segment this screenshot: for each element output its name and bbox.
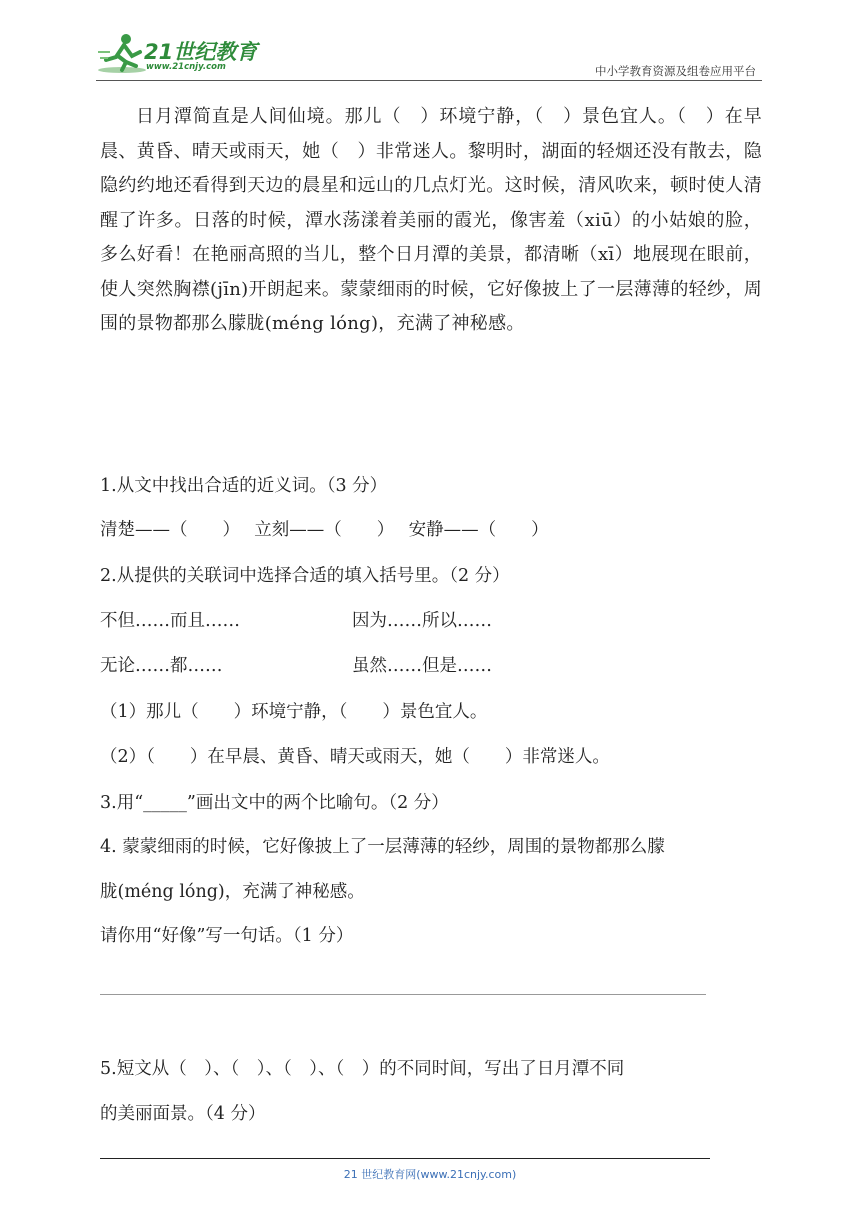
question-4-line-1: 4. 蒙蒙细雨的时候，它好像披上了一层薄薄的轻纱，周围的景物都那么朦: [100, 837, 665, 857]
answer-line[interactable]: [100, 994, 706, 995]
conjunction-options-row-2: [100, 652, 492, 677]
question-5-line-1: 5.短文从（ ）、（ ）、（ ）、（ ）的不同时间，写出了日月潭不同: [100, 1059, 625, 1079]
question-4-line-2: 胧(méng lóng)，充满了神秘感。: [100, 882, 365, 902]
logo: [96, 30, 276, 80]
question-4-prompt: 请你用“好像”写一句话。（1 分）: [100, 926, 354, 946]
page-footer: 21 世纪教育网(www.21cnjy.com): [343, 1168, 517, 1181]
question-1: 1.从文中找出合适的近义词。（3 分）: [100, 476, 388, 496]
question-2: 2.从提供的关联词中选择合适的填入括号里。（2 分）: [100, 566, 510, 586]
footer-divider: [100, 1158, 710, 1159]
header-divider: [96, 80, 762, 81]
reading-passage: 日月潭简直是人间仙境。那儿（ ）环境宁静，（ ）景色宜人。（ ）在早晨、黄昏、晴天或雨天，她（ ）非常迷人。黎明时，湖面的轻烟还没有散去，隐隐约约地还看得到天边的晨星和远山的几点灯光。这时候，清风吹来，顿时使人清醒了许多。日落的时候，潭水荡漾着美丽的霞光，像害羞（xiū）的小姑娘的脸，多么好看！在艳丽高照的当儿，整个日月潭的美景，都清晰（xī）地展现在眼前，使人突然胸襟(jīn)开朗起来。蒙蒙细雨的时候，它好像披上了一层薄薄的轻纱，周围的景物都那么朦胧(méng lóng)，充满了神秘感。: [100, 106, 762, 334]
question-2-sub-1: （1）那儿（ ）环境宁静，（ ）景色宜人。: [100, 702, 488, 722]
conjunction-option: 不但……而且……: [100, 611, 240, 631]
question-3: 3.用“_____”画出文中的两个比喻句。（2 分）: [100, 793, 449, 813]
platform-title: 中小学教育资源及组卷应用平台: [595, 64, 756, 78]
question-5-line-2: 的美丽面景。（4 分）: [100, 1104, 266, 1124]
conjunction-option: 因为……所以……: [352, 611, 492, 631]
conjunction-options-row-1: [100, 607, 492, 632]
page-header: [96, 30, 762, 80]
question-2-sub-2: （2）（ ）在早晨、黄昏、晴天或雨天，她（ ）非常迷人。: [100, 747, 610, 767]
logo-url: www.21cnjy.com: [146, 62, 226, 72]
question-1-items: 清楚——（ ） 立刻——（ ） 安静——（ ）: [100, 520, 549, 540]
logo-text: 21世纪教育: [144, 40, 258, 64]
document-body: [100, 100, 762, 342]
conjunction-option: 虽然……但是……: [352, 656, 492, 676]
conjunction-option: 无论……都……: [100, 656, 223, 676]
